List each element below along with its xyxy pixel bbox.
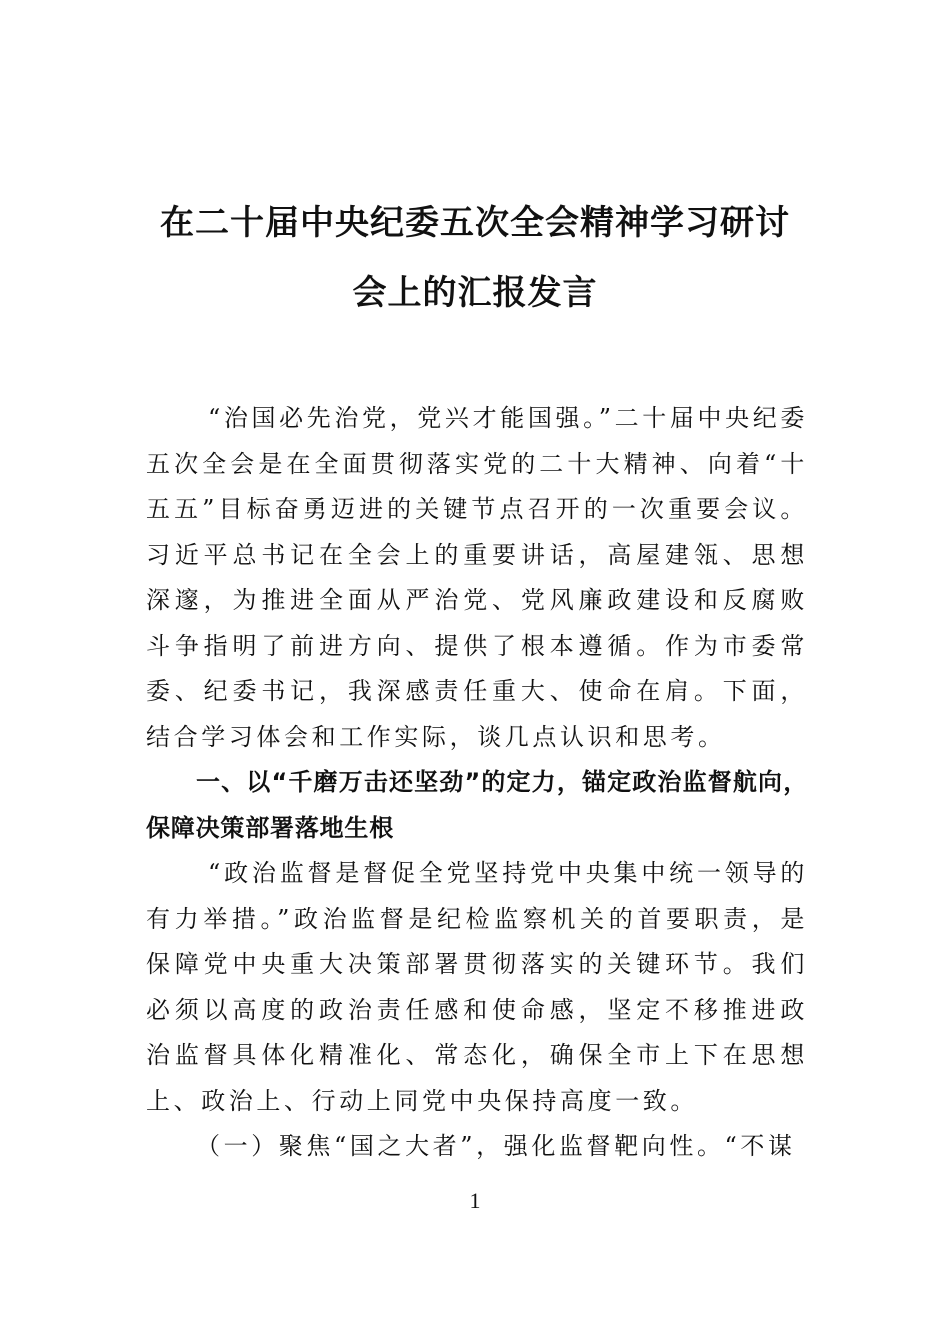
document-body	[146, 396, 808, 1170]
title-line-1: 在二十届中央纪委五次全会精神学习研讨	[160, 203, 790, 243]
body-paragraph-3: （一）聚焦“国之大者”，强化监督靶向性。“不谋	[196, 1132, 796, 1160]
body-paragraph-2: “政治监督是督促全党坚持党中央集中统一领导的有力举措。”政治监督是纪检监察机关的首要职责，是保障党中央重大决策部署贯彻落实的关键环节。我们必须以高度的政治责任感和使命感，坚定不移推进政治监督具体化精准化、常态化，确保全市上下在思想上、政治上、行动上同党中央保持高度一致。	[146, 859, 808, 1115]
title-line-2: 会上的汇报发言	[352, 273, 598, 313]
page-number: 1	[469, 1188, 481, 1213]
section-heading-1: 一、以“千磨万击还坚劲”的定力，锚定政治监督航向，保障决策部署落地生根	[146, 768, 808, 842]
intro-paragraph: “治国必先治党，党兴才能国强。”二十届中央纪委五次全会是在全面贯彻落实党的二十大精神、向着“十五五”目标奋勇迈进的关键节点召开的一次重要会议。习近平总书记在全会上的重要讲话，高屋建瓴、思想深邃，为推进全面从严治党、党风廉政建设和反腐败斗争指明了前进方向、提供了根本遵循。作为市委常委、纪委书记，我深感责任重大、使命在肩。下面，结合学习体会和工作实际，谈几点认识和思考。	[146, 404, 808, 751]
document-title	[100, 188, 850, 328]
